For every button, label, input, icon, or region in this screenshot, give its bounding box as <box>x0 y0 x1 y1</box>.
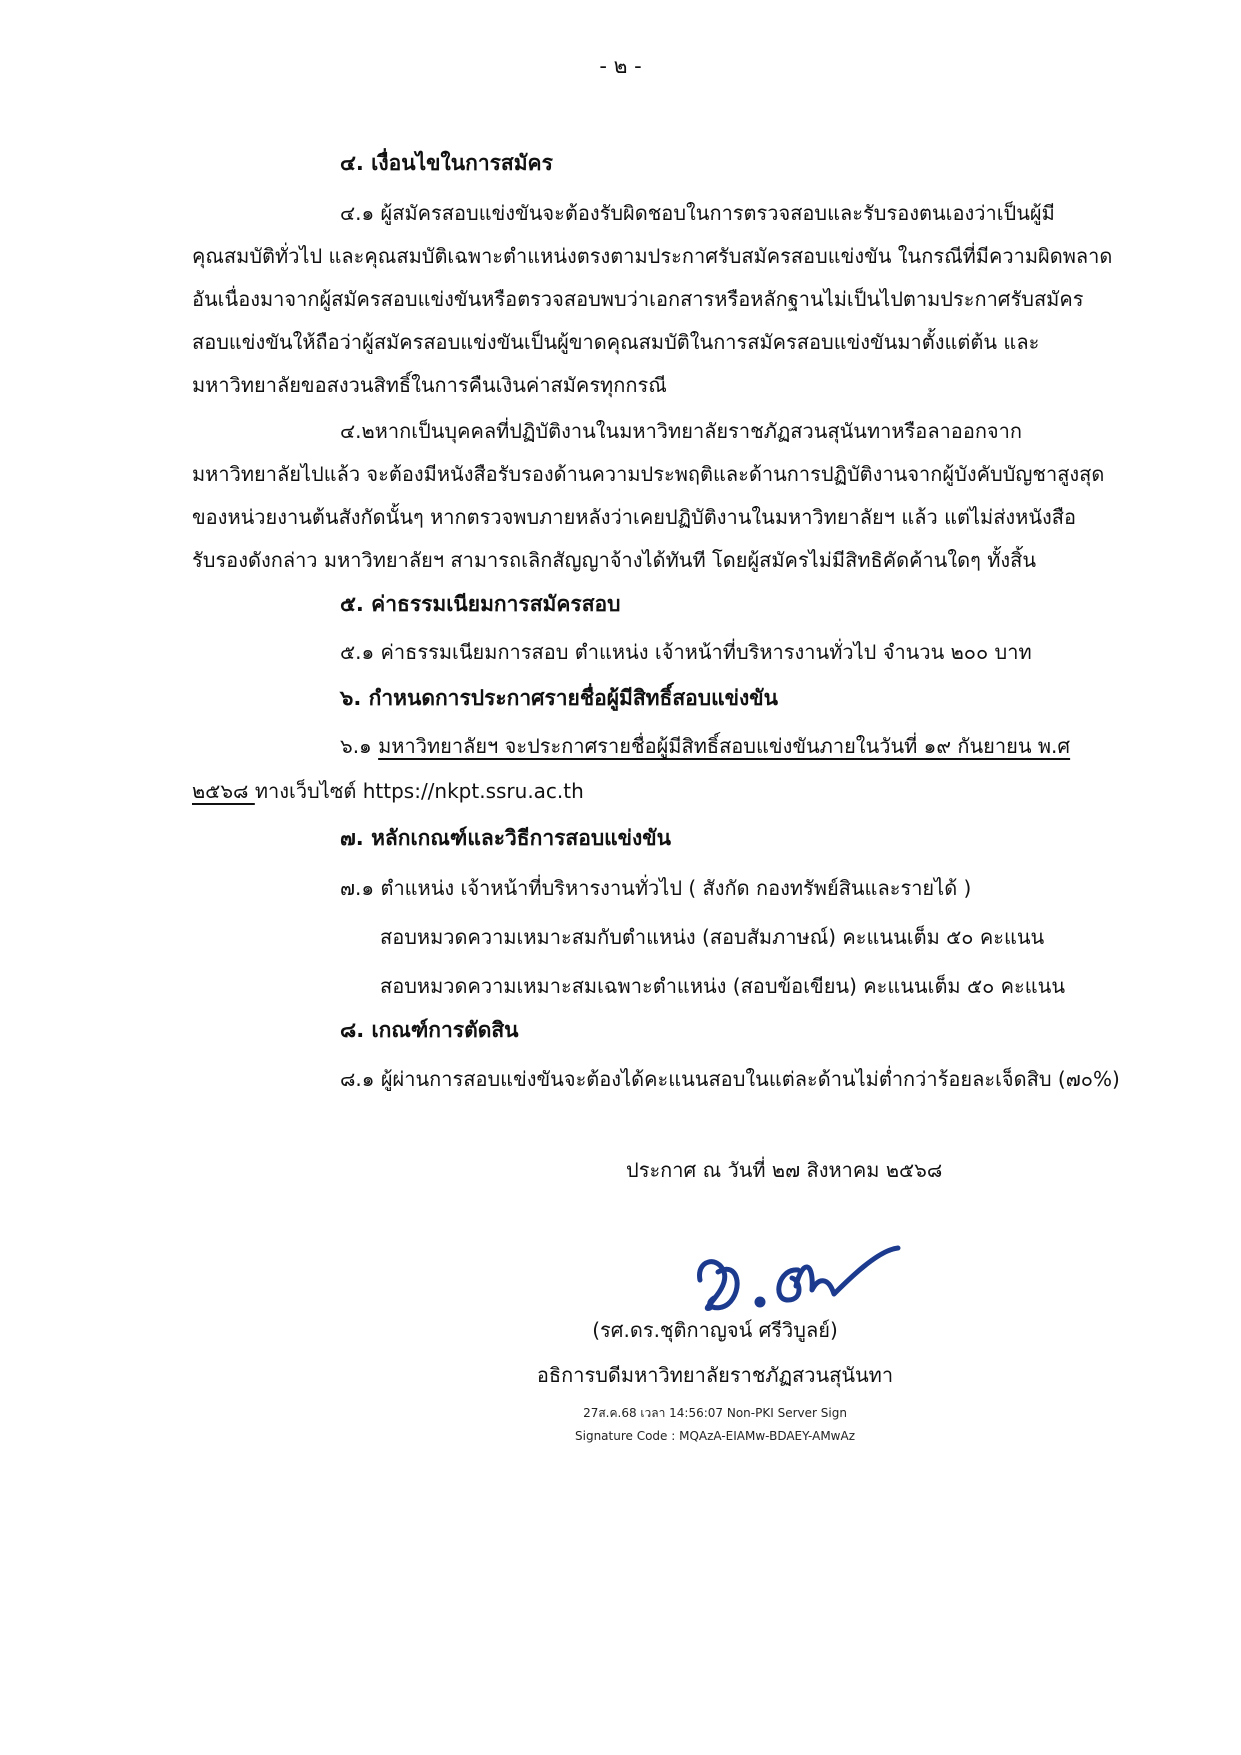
position-line: ๗.๑ ตำแหน่ง เจ้าหน้าที่บริหารงานทั่วไป ( สังกัด กองทรัพย์สินและรายได้ ) <box>340 876 972 900</box>
paragraph-line: ๔.๑ ผู้สมัครสอบแข่งขันจะต้องรับผิดชอบในการตรวจสอบและรับรองตนเองว่าเป็นผู้มี <box>340 201 1055 225</box>
signer-title: อธิการบดีมหาวิทยาลัยราชภัฏสวนสุนันทา <box>536 1363 894 1387</box>
exam-written-line: สอบหมวดความเหมาะสมเฉพาะตำแหน่ง (สอบข้อเขียน) คะแนนเต็ม ๕๐ คะแนน <box>380 974 1066 998</box>
website-text: ทางเว็บไซต์ https://nkpt.ssru.ac.th <box>254 779 584 803</box>
paragraph-line: อันเนื่องมาจากผู้สมัครสอบแข่งขันหรือตรวจสอบพบว่าเอกสารหรือหลักฐานไม่เป็นไปตามประกาศรับสมัคร <box>192 287 1084 311</box>
fee-line: ๕.๑ ค่าธรรมเนียมการสอบ ตำแหน่ง เจ้าหน้าที่บริหารงานทั่วไป จำนวน ๒๐๐ บาท <box>340 640 1032 664</box>
section-4-heading: ๔. เงื่อนไขในการสมัคร <box>340 151 553 175</box>
website-line <box>192 775 584 807</box>
paragraph-line: ของหน่วยงานต้นสังกัดนั้นๆ หากตรวจพบภายหลังว่าเคยปฏิบัติงานในมหาวิทยาลัยฯ แล้ว แต่ไม่ส่งหนังสือ <box>192 505 1077 529</box>
page-number: - ๒ - <box>599 54 642 78</box>
paragraph-line: ๔.๒หากเป็นบุคคลที่ปฏิบัติงานในมหาวิทยาลัยราชภัฏสวนสุนันทาหรือลาออกจาก <box>340 419 1022 443</box>
paragraph-line: รับรองดังกล่าว มหาวิทยาลัยฯ สามารถเลิกสัญญาจ้างได้ทันที โดยผู้สมัครไม่มีสิทธิคัดค้านใดๆ ทั้งสิ้น <box>192 548 1037 572</box>
announcement-date: ประกาศ ณ วันที่ ๒๗ สิงหาคม ๒๕๖๘ <box>626 1158 943 1182</box>
signature-code: Signature Code : MQAzA-EIAMw-BDAEY-AMwAz <box>575 1429 855 1443</box>
schedule-year: ๒๕๖๘ <box>192 779 255 803</box>
signer-name: (รศ.ดร.ชุติกาญจน์ ศรีวิบูลย์) <box>592 1318 838 1342</box>
paragraph-line: สอบแข่งขันให้ถือว่าผู้สมัครสอบแข่งขันเป็นผู้ขาดคุณสมบัติในการสมัครสอบแข่งขันมาตั้งแต่ต้น และ <box>192 330 1040 354</box>
section-6-heading: ๖. กำหนดการประกาศรายชื่อผู้มีสิทธิ์สอบแข่งขัน <box>340 686 778 710</box>
criteria-line: ๘.๑ ผู้ผ่านการสอบแข่งขันจะต้องได้คะแนนสอบในแต่ละด้านไม่ต่ำกว่าร้อยละเจ็ดสิบ (๗๐%) <box>340 1067 1120 1091</box>
paragraph-line: คุณสมบัติทั่วไป และคุณสมบัติเฉพาะตำแหน่งตรงตามประกาศรับสมัครสอบแข่งขัน ในกรณีที่มีความผิดพลาด <box>192 244 1113 268</box>
paragraph-line: มหาวิทยาลัยขอสงวนสิทธิ์ในการคืนเงินค่าสมัครทุกกรณี <box>192 373 667 397</box>
section-7-heading: ๗. หลักเกณฑ์และวิธีการสอบแข่งขัน <box>340 826 672 850</box>
exam-interview-line: สอบหมวดความเหมาะสมกับตำแหน่ง (สอบสัมภาษณ์) คะแนนเต็ม ๕๐ คะแนน <box>380 925 1045 949</box>
announcement-schedule-line <box>340 730 1070 762</box>
section-8-heading: ๘. เกณฑ์การตัดสิน <box>340 1018 519 1042</box>
schedule-text: มหาวิทยาลัยฯ จะประกาศรายชื่อผู้มีสิทธิ์สอบแข่งขันภายในวันที่ ๑๙ กันยายน พ.ศ <box>378 734 1071 758</box>
item-number: ๖.๑ <box>340 734 379 758</box>
section-5-heading: ๕. ค่าธรรมเนียมการสมัครสอบ <box>340 592 621 616</box>
paragraph-line: มหาวิทยาลัยไปแล้ว จะต้องมีหนังสือรับรองด้านความประพฤติและด้านการปฏิบัติงานจากผู้บังคับบัญชาสูงสุด <box>192 462 1105 486</box>
handwritten-signature <box>688 1220 908 1324</box>
sign-info: 27ส.ค.68 เวลา 14:56:07 Non-PKI Server Sign <box>583 1406 847 1420</box>
